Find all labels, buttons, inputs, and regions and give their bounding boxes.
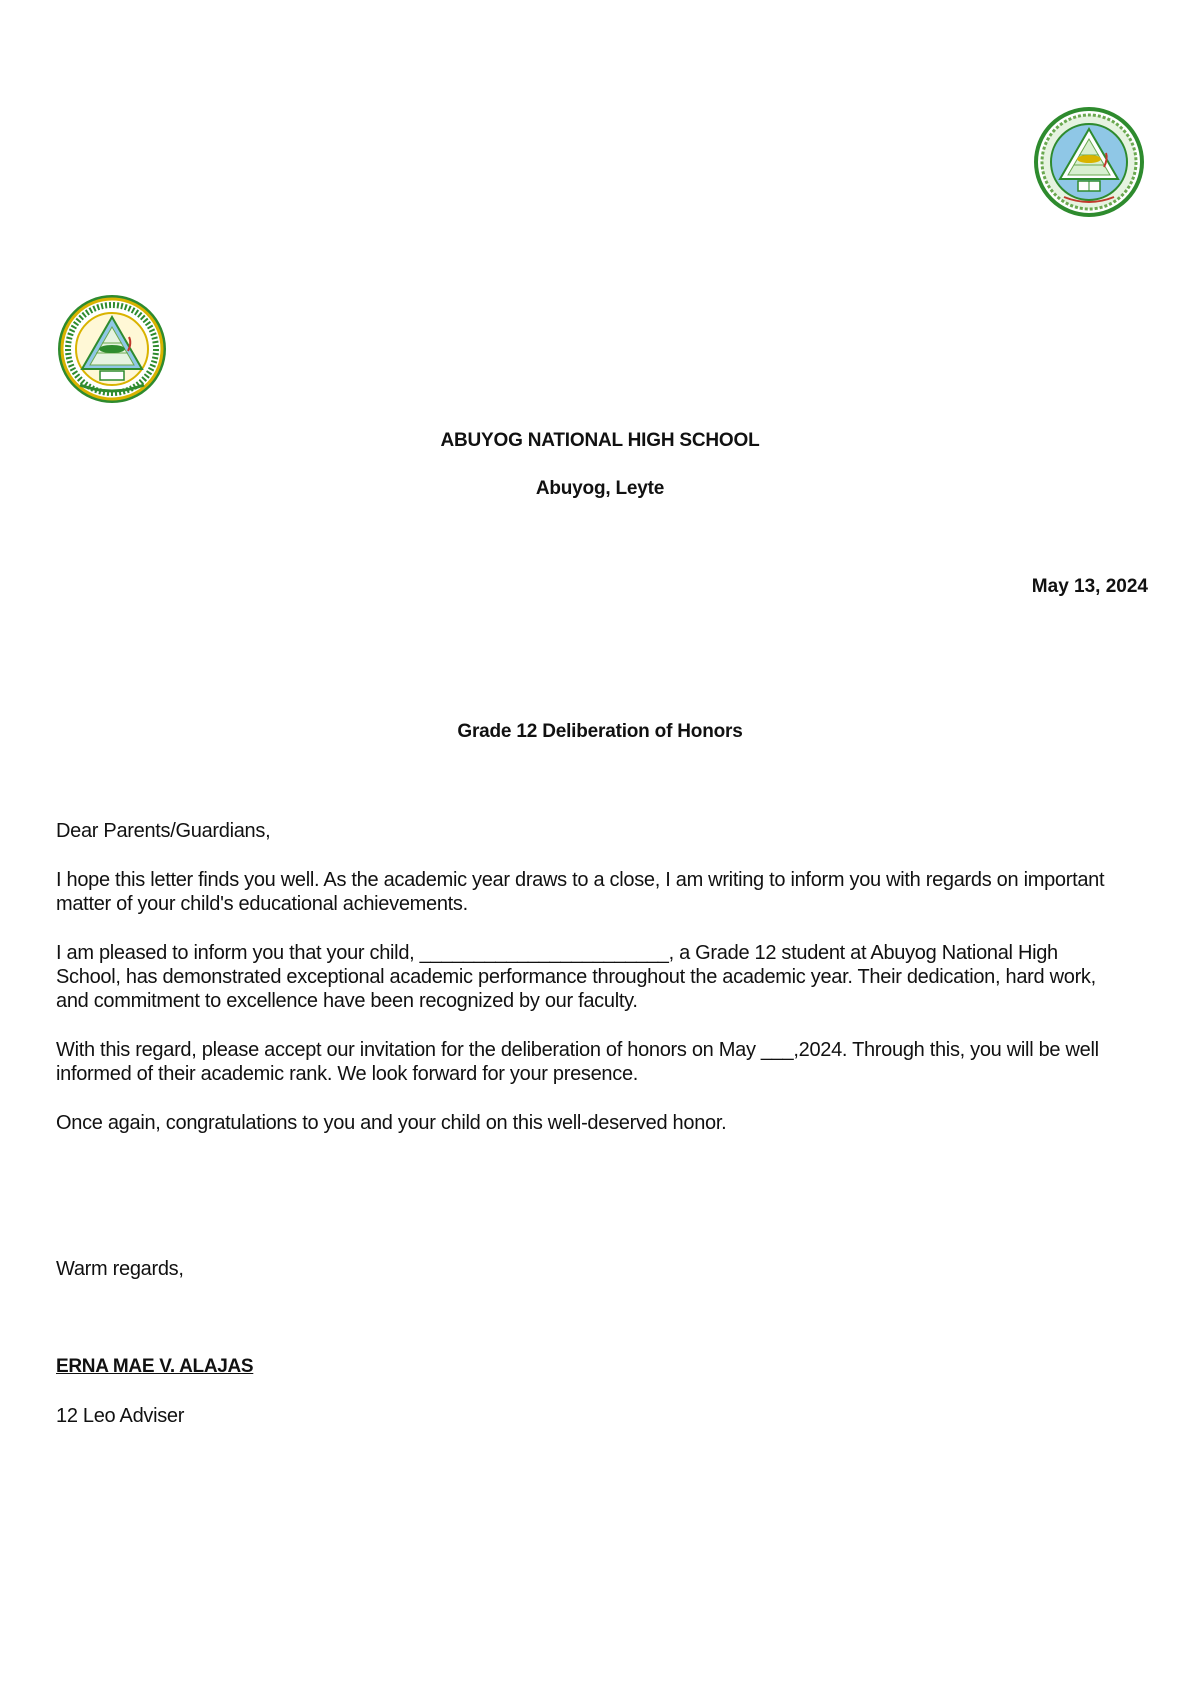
salutation: Dear Parents/Guardians,: [56, 820, 271, 842]
school-name: ABUYOG NATIONAL HIGH SCHOOL: [440, 430, 760, 451]
signer-name: ERNA MAE V. ALAJAS: [56, 1356, 254, 1377]
letter-title: Grade 12 Deliberation of Honors: [457, 721, 743, 742]
school-seal-icon: [56, 293, 168, 405]
school-location: Abuyog, Leyte: [535, 478, 665, 499]
division-seal-icon: [1034, 107, 1144, 217]
paragraph-congratulations: Once again, congratulations to you and your child on this well-deserved honor.: [56, 1112, 727, 1134]
paragraph-performance: I am pleased to inform you that your child, _______________________, a Grade 12 student at Abuyog National High School, has demonstrated exceptional academic performance throughout the academic year. Their dedication, hard work, and commitment to excellence have been recognized by our faculty.: [56, 942, 1096, 1012]
letter-date: May 13, 2024: [1031, 576, 1148, 597]
paragraph-invitation: With this regard, please accept our invitation for the deliberation of honors on May ___,2024. Through this, you will be well informed of their academic rank. We look forward for your presence.: [56, 1039, 1099, 1085]
closing: Warm regards,: [56, 1258, 184, 1280]
signer-title: 12 Leo Adviser: [56, 1405, 185, 1427]
paragraph-intro: I hope this letter finds you well. As the academic year draws to a close, I am writing to inform you with regards on important matter of your child's educational achievements.: [56, 869, 1105, 915]
